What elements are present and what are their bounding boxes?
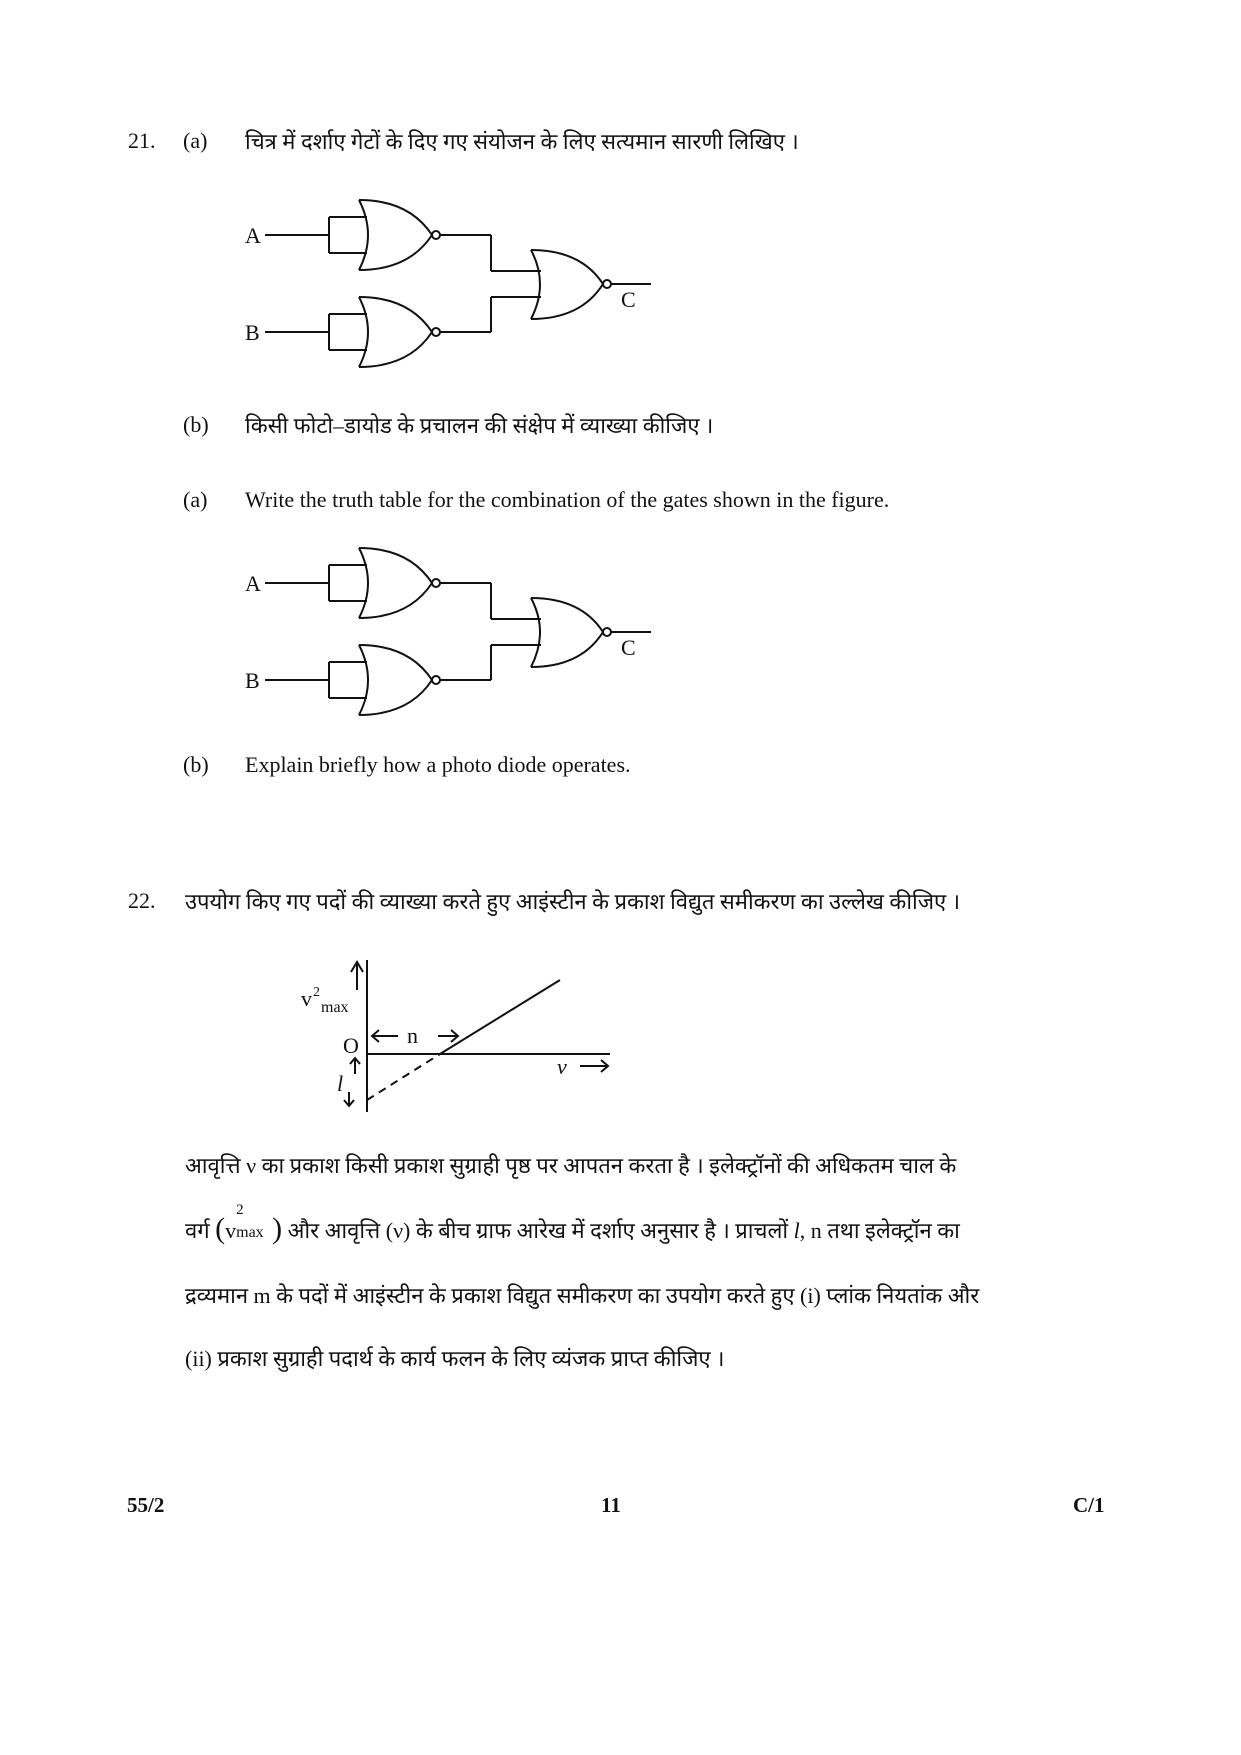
q21-number: 21. — [128, 128, 156, 153]
circuit-output-c-label: C — [621, 635, 636, 660]
footer-set: C/1 — [1073, 1493, 1105, 1517]
q21-en-part-a-label: (a) — [183, 487, 208, 512]
q22-line2-l: l — [793, 1218, 800, 1243]
graph-l-label: l — [337, 1071, 344, 1096]
logic-circuit-diagram-hi — [235, 195, 655, 370]
graph-origin-label: O — [343, 1033, 359, 1058]
q22-line2-v: v — [225, 1218, 237, 1243]
q21-en-part-b-text: Explain briefly how a photo diode operates. — [245, 752, 631, 777]
q22-line2-pre: वर्ग — [185, 1218, 210, 1243]
footer-page-number: 11 — [601, 1493, 621, 1517]
q22-para-line4: (ii) प्रकाश सुग्राही पदार्थ के कार्य फलन के लिए व्यंजक प्राप्त कीजिए । — [185, 1346, 725, 1371]
graph-y-axis-sub: max — [321, 999, 349, 1016]
q21-hi-part-b-label: (b) — [183, 412, 209, 437]
q22-para-line1: आवृत्ति ν का प्रकाश किसी प्रकाश सुग्राही पृष्ठ पर आपतन करता है । इलेक्ट्रॉनों की अधिकतम चाल के — [185, 1153, 957, 1178]
circuit-input-a-label: A — [245, 223, 261, 248]
q21-hi-part-a-label: (a) — [183, 128, 208, 153]
circuit-input-a-label: A — [245, 571, 261, 596]
circuit-input-b-label: B — [245, 320, 260, 345]
q21-hi-part-b-text: किसी फोटो–डायोड के प्रचालन की संक्षेप में व्याख्या कीजिए । — [245, 413, 714, 438]
q21-hi-part-a-text: चित्र में दर्शाए गेटों के दिए गए संयोजन के लिए सत्यमान सारणी लिखिए । — [245, 129, 799, 154]
photoelectric-graph — [295, 950, 625, 1120]
q22-line2-sup: 2 — [236, 1202, 244, 1218]
q22-line2-post-a: और आवृत्ति (ν) के बीच ग्राफ आरेख में दर्शाए अनुसार है । प्राचलों — [287, 1218, 789, 1243]
logic-circuit-diagram-en — [235, 543, 655, 718]
q22-line2-post-b: , n तथा इलेक्ट्रॉन का — [799, 1218, 960, 1243]
q22-para-line2: वर्ग (v 2 max ) और आवृत्ति (ν) के बीच ग्राफ आरेख में दर्शाए अनुसार है । प्राचलों l, n तथा इलेक्ट्रॉन का — [185, 1202, 960, 1245]
q21-en-part-a-text: Write the truth table for the combination of the gates shown in the figure. — [245, 487, 890, 512]
footer-code: 55/2 — [127, 1493, 165, 1517]
q22-number: 22. — [128, 888, 156, 913]
graph-y-axis-label: v — [301, 986, 312, 1011]
q22-intro-text: उपयोग किए गए पदों की व्याख्या करते हुए आइंस्टीन के प्रकाश विद्युत समीकरण का उल्लेख कीजिए । — [185, 889, 961, 914]
circuit-output-c-label: C — [621, 287, 636, 312]
graph-x-axis-label: ν — [557, 1054, 567, 1079]
q22-line2-sub: max — [236, 1224, 264, 1241]
graph-y-axis-sup: 2 — [313, 985, 320, 1000]
q21-en-part-b-label: (b) — [183, 752, 209, 777]
circuit-input-b-label: B — [245, 668, 260, 693]
graph-n-label: n — [407, 1023, 418, 1048]
q22-para-line3: द्रव्यमान m के पदों में आइंस्टीन के प्रकाश विद्युत समीकरण का उपयोग करते हुए (i) प्लांक नियतांक और — [185, 1283, 980, 1308]
